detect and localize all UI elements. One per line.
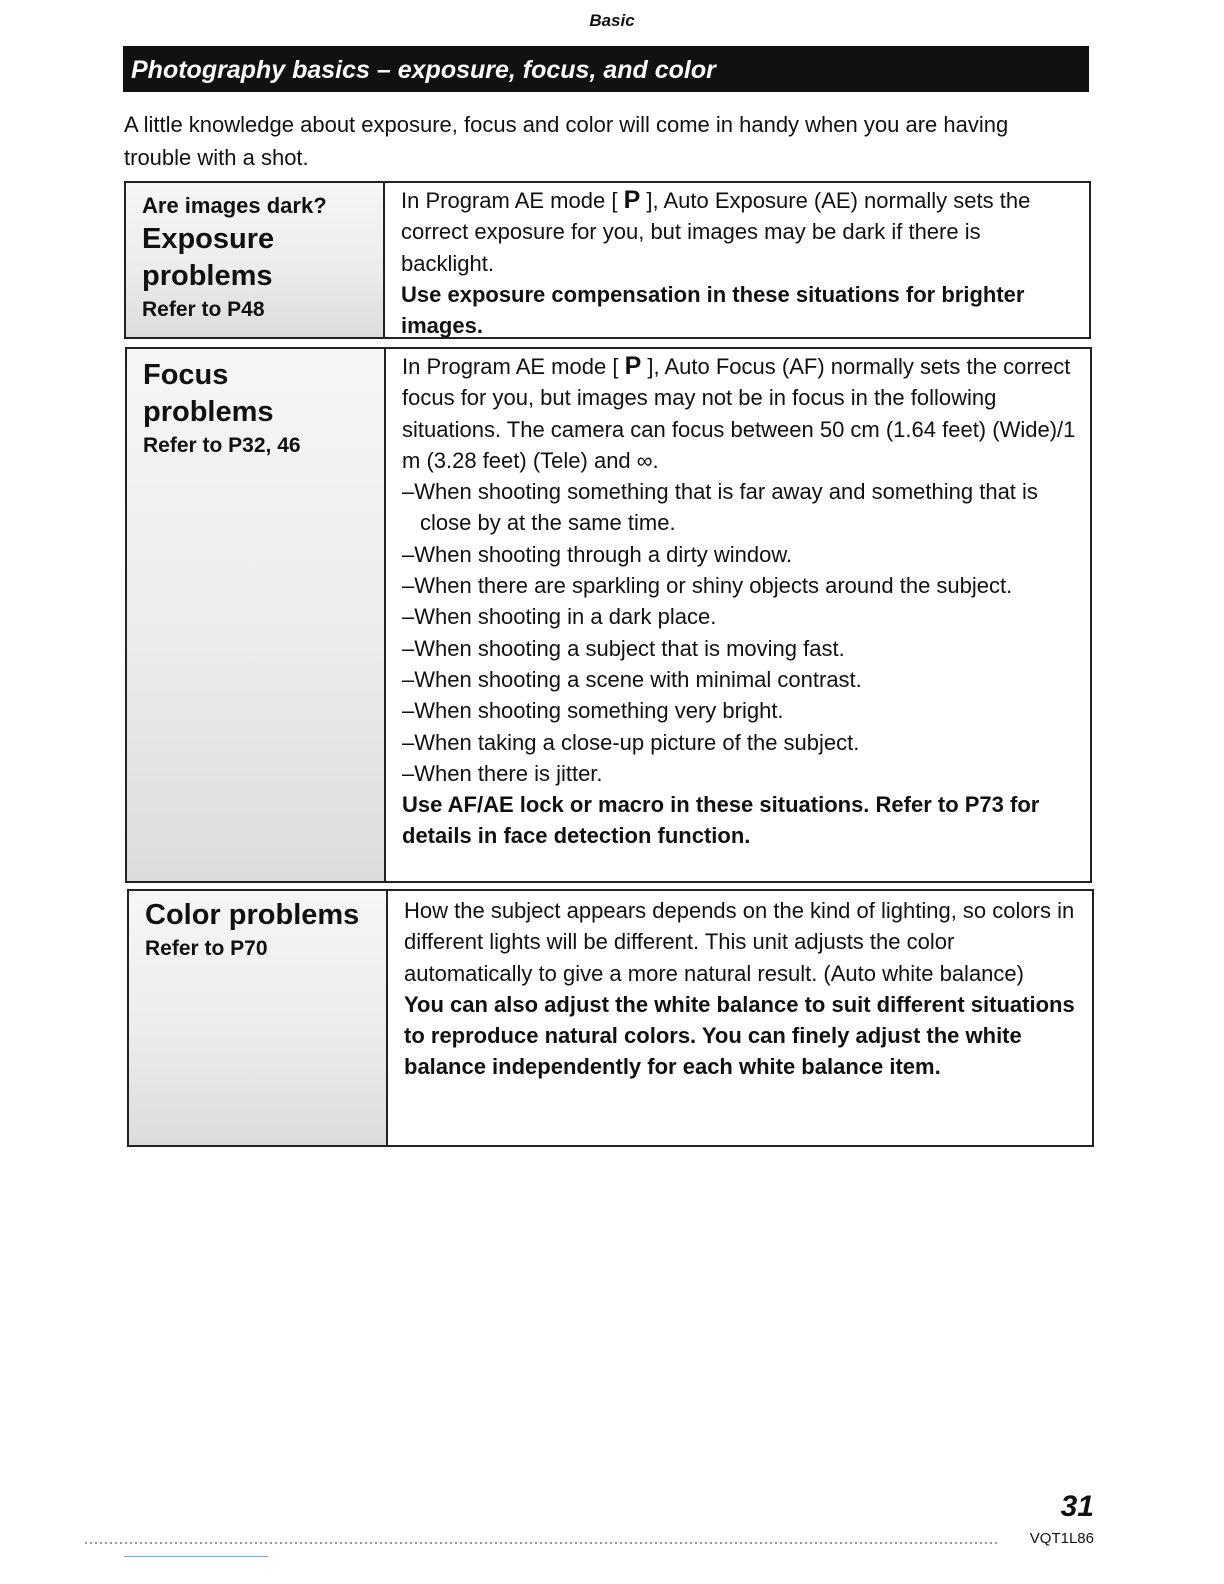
list-item: –When there is jitter.: [402, 760, 603, 786]
focus-heading-cell: [127, 349, 386, 881]
list-item: –When shooting something that is far away and something that is close by at the same time.: [402, 479, 1038, 536]
exposure-question: Are images dark?: [142, 193, 327, 218]
color-reference: Refer to P70: [145, 937, 268, 960]
footer-rule: [85, 1542, 1000, 1544]
list-item: –When taking a close-up picture of the subject.: [402, 729, 860, 755]
focus-box: [125, 347, 1092, 883]
exposure-body-cell: [385, 183, 1089, 337]
focus-title-line2: problems: [143, 396, 274, 428]
list-item: –When shooting something very bright.: [402, 698, 784, 724]
focus-advice: Use AF/AE lock or macro in these situations. Refer to P73 for details in face detection function.: [402, 792, 1040, 849]
section-label: Basic: [589, 11, 635, 30]
color-text: How the subject appears depends on the kind of lighting, so colors in different lights will be different. This unit adjusts the color automatically to give a more natural result. (Auto white balance): [404, 898, 1075, 986]
program-mode-icon: P: [624, 352, 642, 380]
document-code: VQT1L86: [1029, 1530, 1094, 1547]
exposure-box: [124, 181, 1091, 339]
exposure-text-end: ], Auto Exposure (AE) normally sets the correct exposure for you, but images may be dark if there is backlight.: [401, 188, 1031, 276]
page-number: 31: [1060, 1490, 1094, 1523]
intro-paragraph: A little knowledge about exposure, focus and color will come in handy when you are having trouble with a shot.: [124, 112, 1009, 170]
color-title: Color problems: [145, 899, 360, 931]
color-box: [127, 889, 1094, 1147]
exposure-title-line2: problems: [142, 260, 273, 292]
exposure-title-line1: Exposure: [142, 223, 275, 255]
page-title: Photography basics – exposure, focus, and color: [123, 46, 1089, 92]
focus-text-end: ], Auto Focus (AF) normally sets the correct focus for you, but images may not be in focus in the following situations. The camera can focus between 50 cm (1.64 feet) (Wide)/1 m (3.28 feet) (Tele) and ∞.: [402, 354, 1076, 473]
focus-text: [402, 351, 1080, 476]
color-heading-cell: [129, 891, 388, 1145]
focus-body-cell: [386, 349, 1090, 881]
exposure-reference: Refer to P48: [142, 298, 265, 321]
exposure-advice: Use exposure compensation in these situations for brighter images.: [401, 281, 1025, 339]
focus-reference: Refer to P32, 46: [143, 434, 301, 457]
program-mode-icon: P: [623, 186, 641, 214]
color-advice: You can also adjust the white balance to suit different situations to reproduce natural colors. You can finely adjust the white balance independently for each white balance item.: [404, 991, 1075, 1080]
list-item: –When shooting a scene with minimal contrast.: [402, 666, 862, 692]
exposure-text: [401, 185, 1079, 279]
list-item: –When shooting a subject that is moving fast.: [402, 635, 845, 661]
focus-title-line1: Focus: [143, 359, 229, 391]
color-body-cell: [388, 891, 1092, 1145]
footer-divider: [124, 1556, 268, 1557]
list-item: –When shooting in a dark place.: [402, 604, 717, 630]
exposure-text-start: In Program AE mode [: [401, 188, 618, 213]
list-item: –When there are sparkling or shiny objects around the subject.: [402, 573, 1013, 599]
exposure-heading-cell: [126, 183, 385, 337]
list-item: –When shooting through a dirty window.: [402, 541, 793, 567]
focus-text-start: In Program AE mode [: [402, 354, 619, 379]
